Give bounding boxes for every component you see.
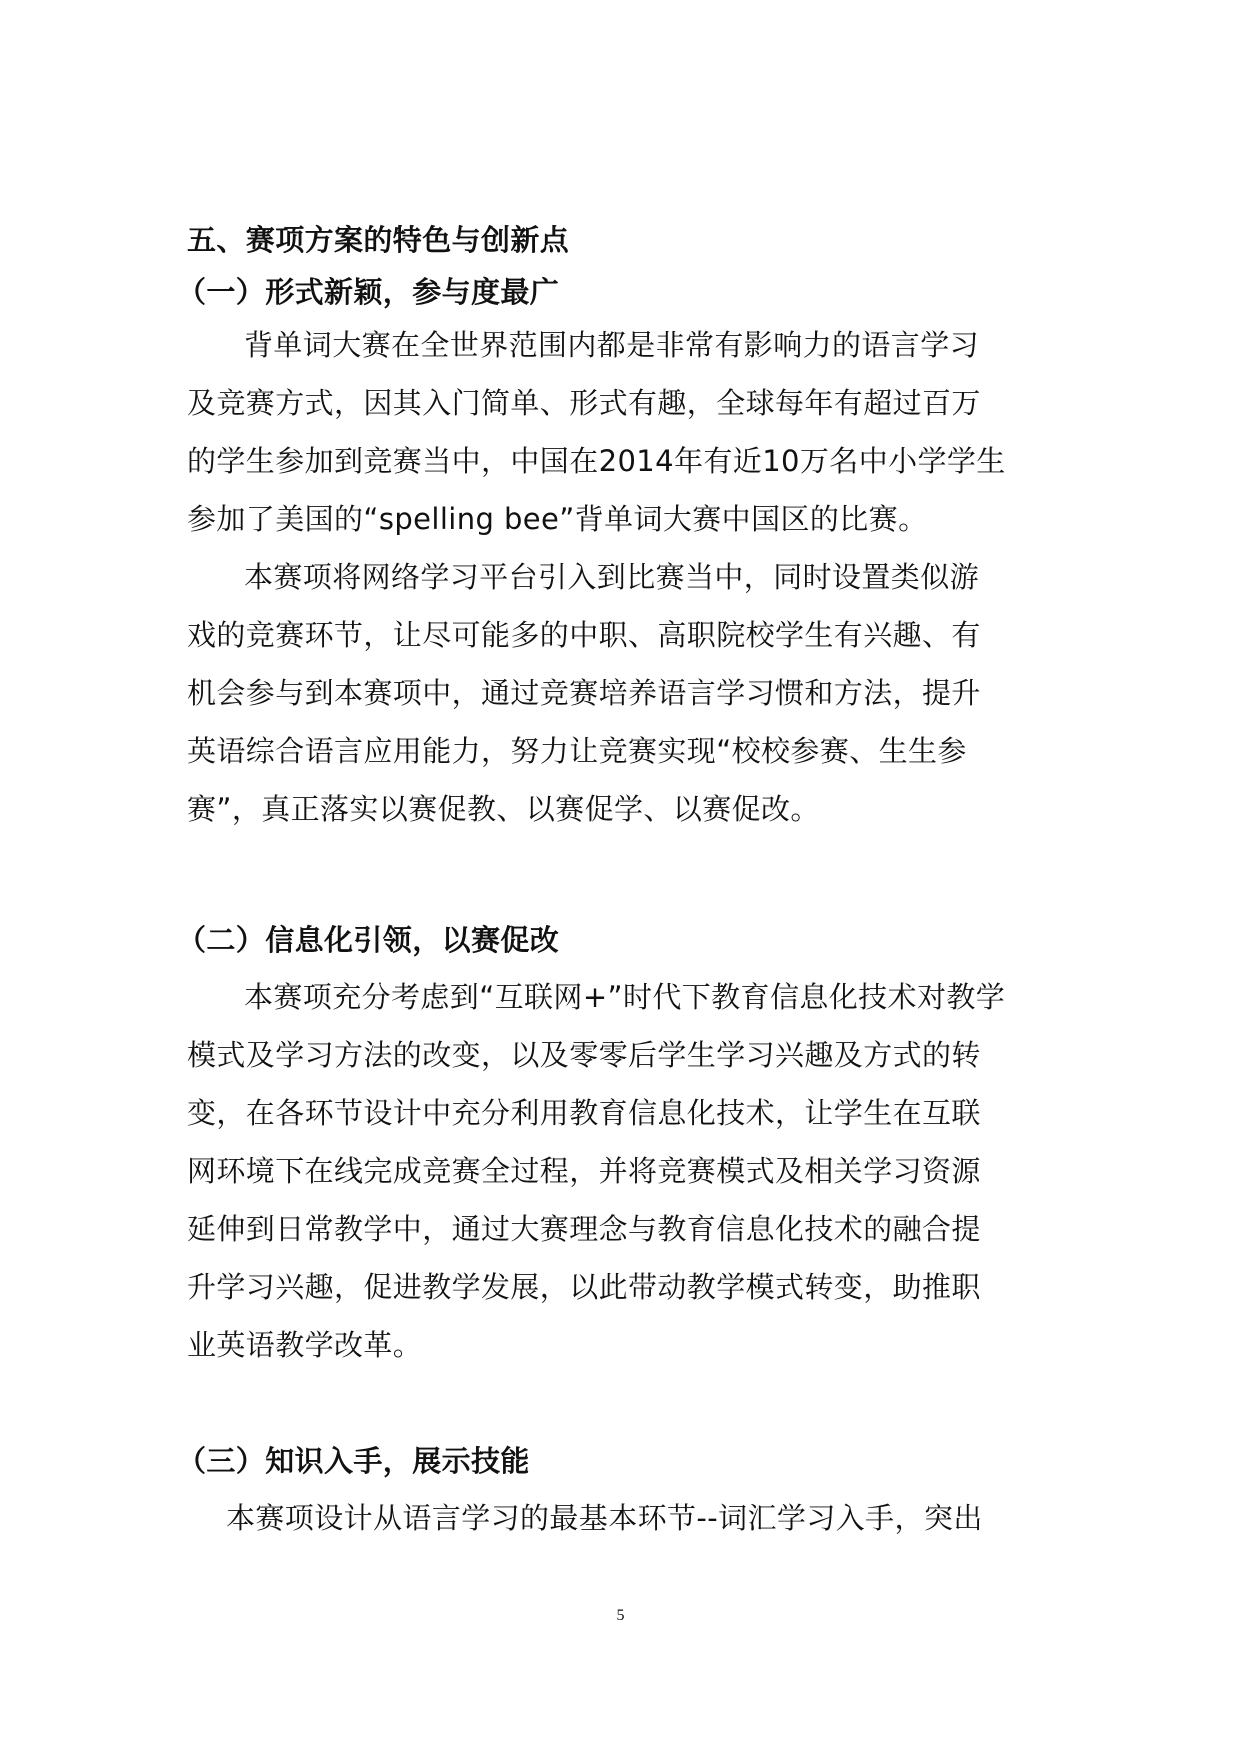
paragraph-line: 本赛项设计从语言学习的最基本环节--词汇学习入手，突出 bbox=[226, 1501, 983, 1535]
subsection-title-2: （二）信息化引领，以赛促改 bbox=[177, 923, 560, 957]
paragraph-line: 延伸到日常教学中，通过大赛理念与教育信息化技术的融合提 bbox=[187, 1212, 981, 1246]
subsection-title-1: （一）形式新颖，参与度最广 bbox=[177, 275, 560, 309]
section-title: 五、赛项方案的特色与创新点 bbox=[187, 223, 570, 257]
paragraph-line: 戏的竞赛环节，让尽可能多的中职、高职院校学生有兴趣、有 bbox=[187, 618, 981, 652]
paragraph-line: 变，在各环节设计中充分利用教育信息化技术，让学生在互联 bbox=[187, 1096, 981, 1130]
paragraph-line: 背单词大赛在全世界范围内都是非常有影响力的语言学习 bbox=[244, 328, 980, 362]
paragraph-line: 参加了美国的“spelling bee”背单词大赛中国区的比赛。 bbox=[187, 502, 928, 536]
paragraph-line: 赛”，真正落实以赛促教、以赛促学、以赛促改。 bbox=[187, 792, 820, 826]
paragraph-line: 网环境下在线完成竞赛全过程，并将竞赛模式及相关学习资源 bbox=[187, 1154, 981, 1188]
page-number: 5 bbox=[616, 1607, 625, 1624]
paragraph-line: 的学生参加到竞赛当中，中国在2014年有近10万名中小学学生 bbox=[187, 444, 1006, 478]
paragraph-line: 模式及学习方法的改变，以及零零后学生学习兴趣及方式的转 bbox=[187, 1038, 981, 1072]
paragraph-line: 本赛项充分考虑到“互联网+”时代下教育信息化技术对教学 bbox=[244, 980, 1006, 1014]
subsection-title-3: （三）知识入手，展示技能 bbox=[177, 1444, 530, 1478]
paragraph-line: 英语综合语言应用能力，努力让竞赛实现“校校参赛、生生参 bbox=[187, 734, 967, 768]
paragraph-line: 及竞赛方式，因其入门简单、形式有趣，全球每年有超过百万 bbox=[187, 386, 981, 420]
paragraph-line: 机会参与到本赛项中，通过竞赛培养语言学习惯和方法，提升 bbox=[187, 676, 981, 710]
paragraph-line: 本赛项将网络学习平台引入到比赛当中，同时设置类似游 bbox=[244, 560, 980, 594]
paragraph-line: 升学习兴趣，促进教学发展，以此带动教学模式转变，助推职 bbox=[187, 1270, 981, 1304]
paragraph-line: 业英语教学改革。 bbox=[187, 1328, 423, 1362]
